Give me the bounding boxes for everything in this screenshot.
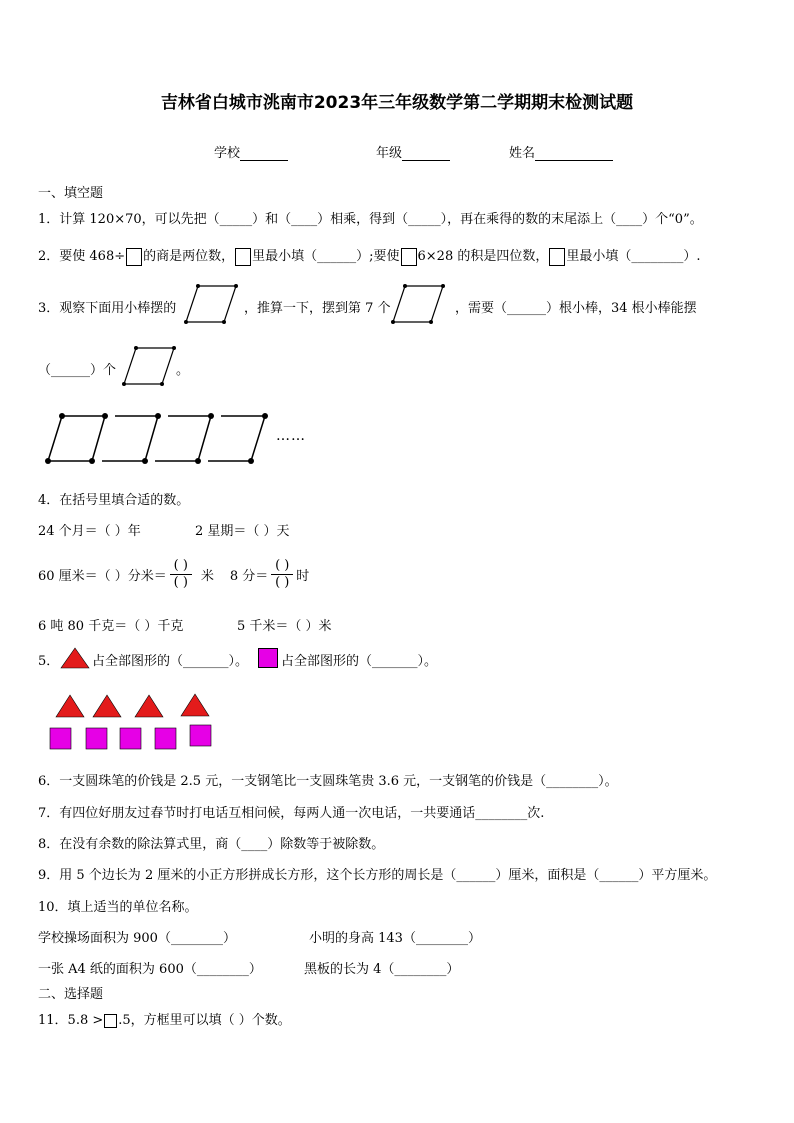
question-2 xyxy=(38,245,701,266)
question-9: 9．用 5 个边长为 2 厘米的小正方形拼成长方形，这个长方形的周长是（______）厘米，面积是（______）平方厘米。 xyxy=(38,868,717,883)
q5-number: 5． xyxy=(38,654,60,669)
grade-blank[interactable] xyxy=(402,146,450,161)
q3-text-b: ，推算一下，摆到第 7 个 xyxy=(244,301,391,316)
unit: 米 xyxy=(200,568,214,584)
blank-box xyxy=(126,248,142,266)
q10-c: 一张 A4 纸的面积为 600（________） xyxy=(38,962,262,977)
q4-line1b: 2 星期＝（ ）天 xyxy=(195,524,290,539)
fraction-denominator: ( ) xyxy=(275,574,290,590)
square-icon xyxy=(258,648,278,668)
question-1: 1．计算 120×70，可以先把（_____）和（____）相乘，得到（_____），再在乘得的数的末尾添上（____）个“0”。 xyxy=(38,212,703,227)
name-field xyxy=(509,142,613,161)
section-choice: 二、选择题 xyxy=(38,987,104,1002)
school-blank[interactable] xyxy=(240,146,288,161)
triangle-icon xyxy=(60,647,90,669)
question-8: 8．在没有余数的除法算式里，商（____）除数等于被除数。 xyxy=(38,837,385,852)
fraction-numerator: ( ) xyxy=(173,557,188,573)
q4-line1a: 24 个月＝（ ）年 xyxy=(38,524,141,539)
q10-b: 小明的身高 143（________） xyxy=(309,931,481,946)
parallelogram-row-figure xyxy=(40,408,280,468)
question-6: 6．一支圆珠笔的价钱是 2.5 元，一支钢笔比一支圆珠笔贵 3.6 元，一支钢笔的价钱是（________）。 xyxy=(38,774,618,789)
name-label: 姓名 xyxy=(509,146,536,161)
fraction xyxy=(170,559,192,590)
page-title: 吉林省白城市洮南市2023年三年级数学第二学期期末检测试题 xyxy=(160,93,634,113)
school-field xyxy=(214,142,288,161)
q3-text-c: ，需要（______）根小棒，34 根小棒能摆 xyxy=(455,301,697,316)
q4-line3a: 6 吨 80 千克＝（ ）千克 xyxy=(38,619,184,634)
q5-text-b: 占全部图形的（_______）。 xyxy=(281,654,438,669)
q2-text: 的商是两位数， xyxy=(143,249,235,264)
question-11 xyxy=(38,1009,291,1028)
q10-a: 学校操场面积为 900（________） xyxy=(38,931,236,946)
unit: 时 xyxy=(296,568,310,584)
fraction-numerator: ( ) xyxy=(275,557,290,573)
q11-text: 5.8 > xyxy=(67,1013,104,1028)
q2-text: 里最小填（______）;要使 xyxy=(252,249,400,264)
blank-box xyxy=(104,1014,117,1028)
q5-text-a: 占全部图形的（_______）。 xyxy=(92,654,249,669)
q10-d: 黑板的长为 4（________） xyxy=(304,962,460,977)
continuation-dots: …… xyxy=(276,428,306,444)
q2-text: 2．要使 468÷ xyxy=(38,249,126,264)
q11-text: .5，方框里可以填（ ）个数。 xyxy=(118,1013,291,1028)
shapes-group-figure xyxy=(50,694,215,752)
parallelogram-icon xyxy=(393,284,447,326)
grade-field xyxy=(376,142,450,161)
school-label: 学校 xyxy=(214,146,241,161)
blank-box xyxy=(235,248,251,266)
blank-box xyxy=(401,248,417,266)
q3-text-a: 3．观察下面用小棒摆的 xyxy=(38,301,177,316)
q4-line2b: 8 分＝ xyxy=(229,568,269,584)
grade-label: 年级 xyxy=(376,146,403,161)
q2-text: 里最小填（________）. xyxy=(566,249,701,264)
q11-number: 11． xyxy=(38,1013,68,1028)
fraction xyxy=(271,559,293,590)
parallelogram-icon xyxy=(124,346,178,388)
fraction-denominator: ( ) xyxy=(173,574,188,590)
q2-text: 6×28 的积是四位数， xyxy=(417,249,549,264)
parallelogram-icon xyxy=(186,284,240,326)
q4-line2a: 60 厘米＝（ ）分米＝ xyxy=(38,568,167,584)
q3-text-e: 。 xyxy=(176,363,190,378)
q4-line2 xyxy=(38,552,309,596)
question-7: 7．有四位好朋友过春节时打电话互相问候，每两人通一次电话，一共要通话________次. xyxy=(38,806,545,821)
question-4-intro: 4．在括号里填合适的数。 xyxy=(38,493,190,508)
q4-line3b: 5 千米＝（ ）米 xyxy=(237,619,332,634)
question-10-intro: 10．填上适当的单位名称。 xyxy=(38,900,198,915)
q3-text-d: （______）个 xyxy=(38,363,117,378)
section-fill: 一、填空题 xyxy=(38,186,104,201)
blank-box xyxy=(549,248,565,266)
name-blank[interactable] xyxy=(535,146,613,161)
